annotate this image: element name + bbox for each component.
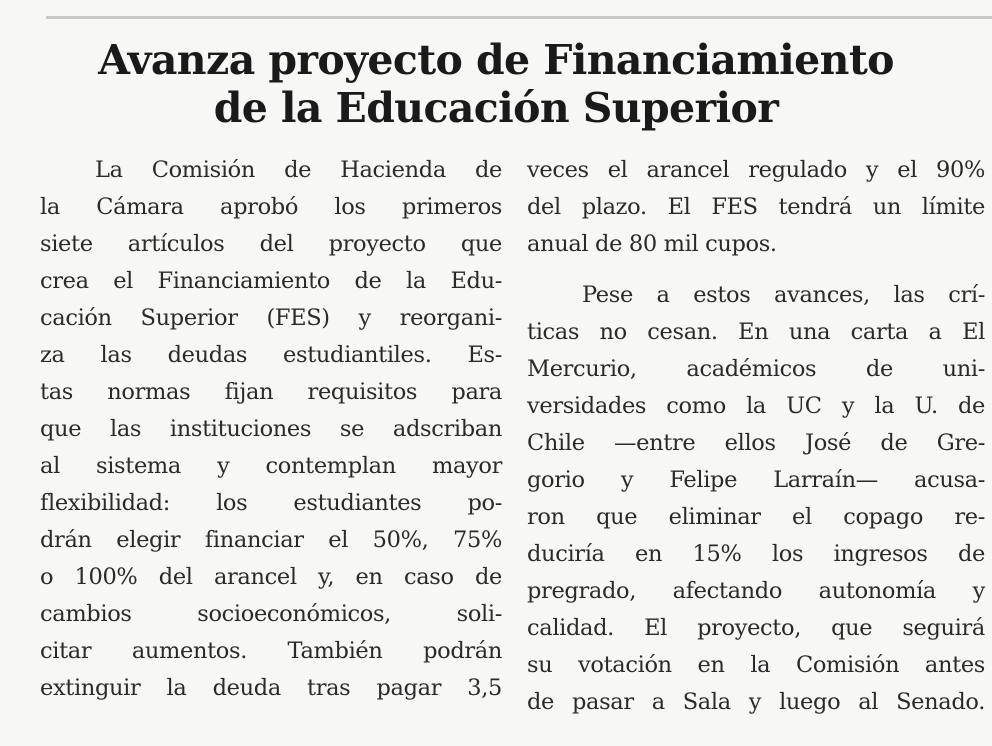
text-line: su votación en la Comisión antes [527,652,985,678]
text-line: cambios socioeconómicos, soli- [40,601,502,627]
text-line: anual de 80 mil cupos. [527,231,777,257]
text-line: al sistema y contemplan mayor [40,453,502,479]
text-line: Pese a estos avances, las crí- [582,282,985,308]
text-line: extinguir la deuda tras pagar 3,5 [40,675,502,701]
text-line: calidad. El proyecto, que seguirá [527,615,985,641]
text-line: pregrado, afectando autonomía y [527,578,985,604]
text-line: ticas no cesan. En una carta a El [527,319,985,345]
text-line: flexibilidad: los estudiantes po- [40,490,502,516]
paragraph-gap [527,263,985,277]
text-line: tas normas fijan requisitos para [40,379,502,405]
text-line: duciría en 15% los ingresos de [527,541,985,567]
text-line: la Cámara aprobó los primeros [40,194,502,220]
headline-line: de la Educación Superior [213,84,779,132]
article-column-right [527,152,985,721]
text-line: crea el Financiamiento de la Edu- [40,268,502,294]
text-line: de pasar a Sala y luego al Senado. [527,689,985,715]
text-line: za las deudas estudiantiles. Es- [40,342,502,368]
text-line: versidades como la UC y la U. de [527,393,985,419]
text-line: ron que eliminar el copago re- [527,504,985,530]
headline-line: Avanza proyecto de Financiamiento [98,36,894,84]
text-line: o 100% del arancel y, en caso de [40,564,502,590]
text-line: gorio y Felipe Larraín— acusa- [527,467,985,493]
top-divider [46,16,992,19]
text-line: del plazo. El FES tendrá un límite [527,194,985,220]
text-line: cación Superior (FES) y reorgani- [40,305,502,331]
text-line: Mercurio, académicos de uni- [527,356,985,382]
article-column-left [40,152,502,707]
text-line: que las instituciones se adscriban [40,416,502,442]
text-line: Chile —entre ellos José de Gre- [527,430,985,456]
text-line: citar aumentos. También podrán [40,638,502,664]
text-line: drán elegir financiar el 50%, 75% [40,527,502,553]
text-line: siete artículos del proyecto que [40,231,502,257]
article-headline [0,36,992,132]
text-line: La Comisión de Hacienda de [95,157,502,183]
text-line: veces el arancel regulado y el 90% [527,157,985,183]
